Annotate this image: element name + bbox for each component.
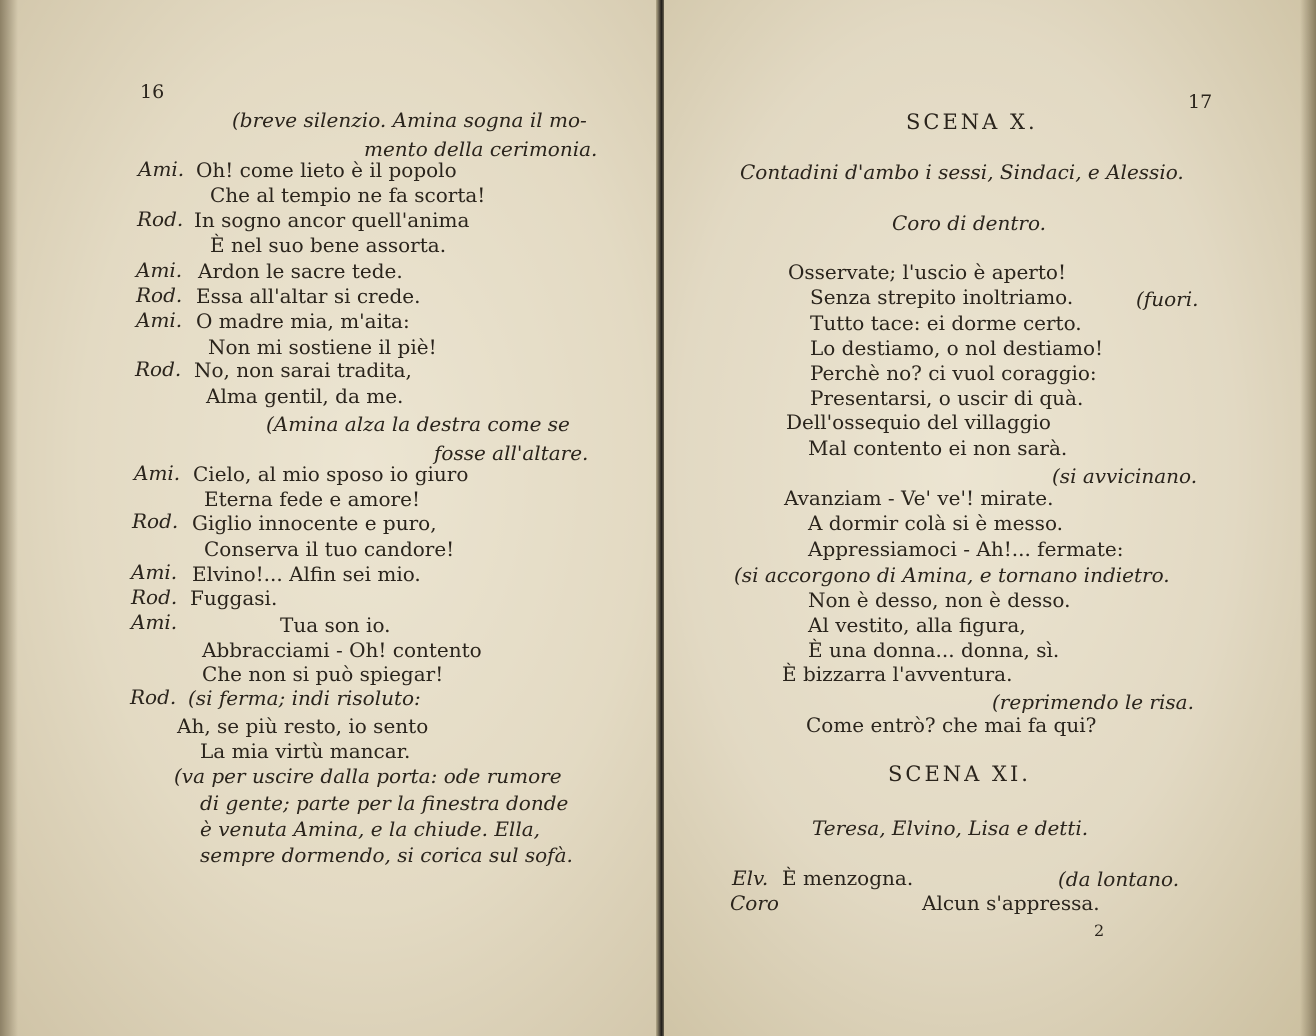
right-page — [664, 0, 1316, 1036]
verse-line: Non mi sostiene il piè! — [208, 335, 437, 359]
verse-line: Cielo, al mio sposo io giuro — [193, 462, 469, 486]
verse-line: Tua son io. — [280, 613, 391, 637]
verse-line: Elvino!... Alfin sei mio. — [192, 562, 421, 586]
verse-line: A dormir colà si è messo. — [808, 511, 1063, 535]
speaker-label: Ami. — [134, 461, 181, 485]
page-number: 16 — [140, 81, 165, 103]
verse-line: Abbracciami - Oh! contento — [202, 638, 482, 662]
verse-line: Oh! come lieto è il popolo — [196, 158, 457, 182]
verse-line: O madre mia, m'aita: — [196, 309, 410, 333]
verse-line: Perchè no? ci vuol coraggio: — [810, 361, 1097, 385]
stage-direction: (da lontano. — [1058, 867, 1180, 891]
stage-direction: di gente; parte per la finestra donde — [200, 791, 569, 815]
scene-heading: SCENA XI. — [888, 762, 1031, 786]
stage-direction: mento della cerimonia. — [364, 137, 598, 161]
stage-direction: è venuta Amina, e la chiude. Ella, — [200, 817, 540, 841]
stage-direction: (si avvicinano. — [1052, 464, 1198, 488]
speaker-label: Rod. — [132, 509, 179, 533]
character-list: Contadini d'ambo i sessi, Sindaci, e Alessio. — [740, 160, 1184, 184]
stage-direction: (Amina alza la destra come se — [266, 412, 570, 436]
verse-line: Senza strepito inoltriamo. — [810, 285, 1074, 309]
stage-direction: (fuori. — [1136, 287, 1199, 311]
speaker-label: Elv. — [732, 866, 769, 890]
verse-line: Ah, se più resto, io sento — [177, 714, 429, 738]
verse-line: Dell'ossequio del villaggio — [786, 410, 1051, 434]
verse-line: Appressiamoci - Ah!... fermate: — [808, 537, 1124, 561]
speaker-label: Rod. — [135, 357, 182, 381]
stage-direction: (si accorgono di Amina, e tornano indietro. — [734, 563, 1170, 587]
verse-line: Come entrò? che mai fa qui? — [806, 713, 1097, 737]
verse-line: Che non si può spiegar! — [202, 662, 444, 686]
page-edge-shadow — [0, 0, 18, 1036]
verse-line: Al vestito, alla figura, — [808, 613, 1026, 637]
verse-line: È nel suo bene assorta. — [210, 233, 447, 257]
signature-mark: 2 — [1094, 921, 1105, 940]
speaker-label: Ami. — [131, 610, 178, 634]
page-number: 17 — [1188, 91, 1213, 113]
scene-heading: SCENA X. — [906, 110, 1038, 134]
verse-line: In sogno ancor quell'anima — [194, 208, 470, 232]
verse-line: Fuggasi. — [190, 586, 278, 610]
verse-line: È menzogna. — [782, 866, 914, 890]
verse-line: Avanziam - Ve' ve'! mirate. — [784, 486, 1054, 510]
stage-direction: (va per uscire dalla porta: ode rumore — [174, 764, 562, 788]
verse-line: Giglio innocente e puro, — [192, 511, 437, 535]
verse-line: Essa all'altar si crede. — [196, 284, 421, 308]
verse-line: Lo destiamo, o nol destiamo! — [810, 336, 1104, 360]
speaker-label: Ami. — [138, 157, 185, 181]
speaker-label: Ami. — [131, 560, 178, 584]
speaker-label: Coro — [730, 891, 779, 915]
speaker-label: Rod. — [137, 207, 184, 231]
stage-direction: fosse all'altare. — [434, 441, 589, 465]
verse-line: Ardon le sacre tede. — [198, 259, 403, 283]
speaker-label: Rod. — [131, 585, 178, 609]
verse-line: Osservate; l'uscio è aperto! — [788, 260, 1066, 284]
speaker-label: Ami. — [136, 258, 183, 282]
verse-line: Non è desso, non è desso. — [808, 588, 1071, 612]
stage-direction: (si ferma; indi risoluto: — [188, 686, 421, 710]
stage-direction: (breve silenzio. Amina sogna il mo- — [232, 108, 587, 132]
verse-line: È una donna... donna, sì. — [808, 638, 1060, 662]
verse-line: No, non sarai tradita, — [194, 358, 412, 382]
speaker-label: Rod. — [136, 283, 183, 307]
speaker-label: Ami. — [136, 308, 183, 332]
verse-line: È bizzarra l'avventura. — [782, 662, 1013, 686]
character-list: Teresa, Elvino, Lisa e detti. — [812, 816, 1089, 840]
stage-direction: sempre dormendo, si corica sul sofà. — [200, 843, 573, 867]
verse-line: Conserva il tuo candore! — [204, 537, 455, 561]
stage-direction: Coro di dentro. — [892, 211, 1047, 235]
stage-direction: (reprimendo le risa. — [992, 690, 1194, 714]
verse-line: Che al tempio ne fa scorta! — [210, 183, 486, 207]
verse-line: La mia virtù mancar. — [200, 739, 411, 763]
verse-line: Presentarsi, o uscir di quà. — [810, 386, 1084, 410]
verse-line: Tutto tace: ei dorme certo. — [810, 311, 1082, 335]
speaker-label: Rod. — [130, 685, 177, 709]
page-edge-shadow — [1300, 0, 1316, 1036]
verse-line: Alcun s'appressa. — [922, 891, 1100, 915]
verse-line: Eterna fede e amore! — [204, 487, 420, 511]
verse-line: Mal contento ei non sarà. — [808, 436, 1068, 460]
verse-line: Alma gentil, da me. — [206, 384, 404, 408]
